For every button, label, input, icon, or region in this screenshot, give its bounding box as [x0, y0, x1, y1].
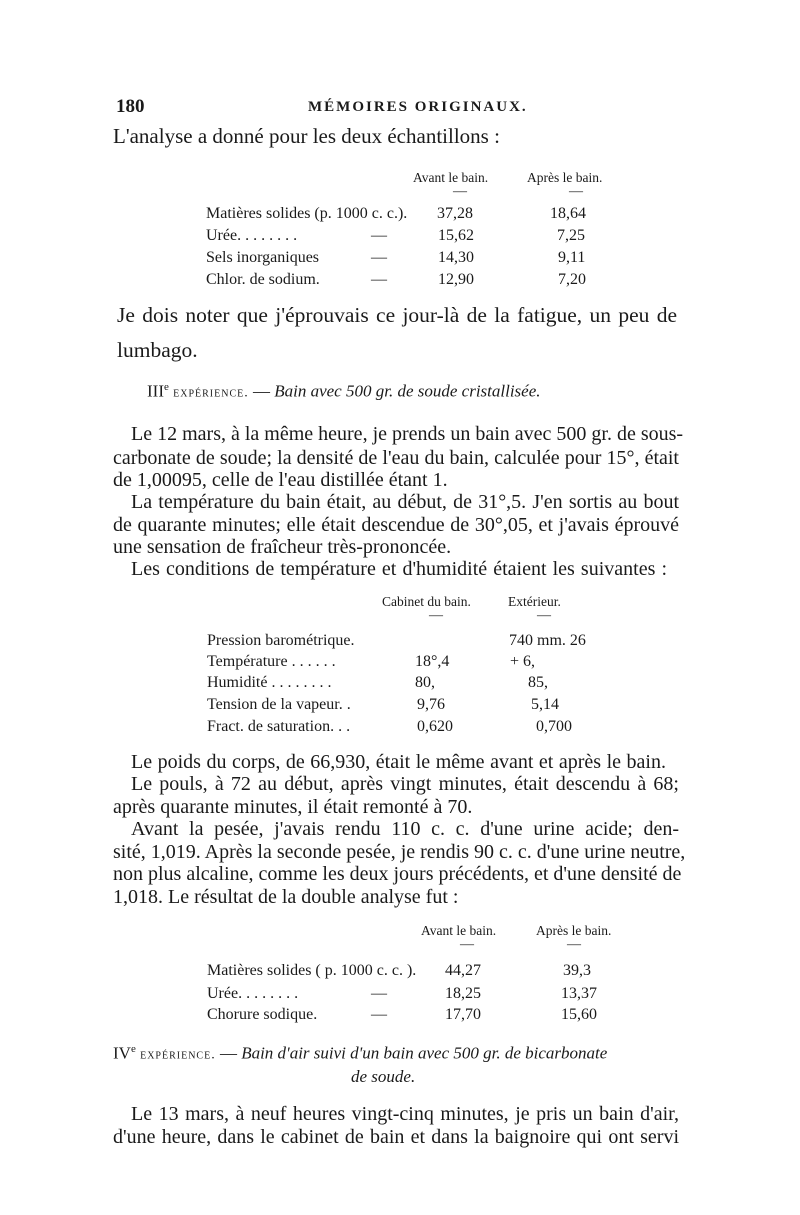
text-line: une sensation de fraîcheur très-prononcée.	[113, 536, 452, 558]
table-cell: 37,28	[437, 205, 473, 222]
table-row-label: Matières solides (p. 1000 c. c.).	[206, 205, 408, 222]
table-2-col-exterior: Extérieur.	[508, 594, 561, 609]
table-row-label: Matières solides ( p. 1000 c. c. ).	[207, 962, 417, 979]
table-cell: 18,64	[550, 205, 586, 222]
table-cell-dash: —	[371, 1006, 387, 1023]
table-cell: 7,25	[557, 227, 585, 244]
text-line: sité, 1,019. Après la seconde pesée, je rendis 90 c. c. d'une urine neutre,	[113, 841, 686, 863]
table-cell: 85,	[528, 674, 548, 691]
table-2-col-cabinet: Cabinet du bain.	[382, 594, 471, 609]
table-cell-dash: —	[371, 249, 387, 266]
table-2-dash: —	[537, 608, 551, 623]
table-cell: 18°,4	[415, 653, 450, 670]
table-cell: 9,76	[417, 696, 445, 713]
table-3-col-after: Après le bain.	[536, 923, 612, 938]
table-row-label: Urée. . . . . . . .	[207, 985, 299, 1002]
page-number: 180	[116, 96, 145, 117]
text-line: Avant la pesée, j'avais rendu 110 c. c. d'une urine acide; den-	[131, 818, 679, 840]
table-row-label: Chlor. de sodium.	[206, 271, 320, 288]
table-cell: + 6,	[510, 653, 536, 670]
table-row-label: Fract. de saturation. . .	[207, 718, 351, 735]
table-cell: 44,27	[445, 962, 481, 979]
table-cell: 5,14	[531, 696, 559, 713]
table-cell: 17,70	[445, 1006, 481, 1023]
table-cell-dash: —	[371, 227, 387, 244]
table-cell: 80,	[415, 674, 435, 691]
note-line: lumbago.	[117, 338, 198, 362]
experience-4-heading-cont: de soude.	[351, 1067, 416, 1086]
table-cell: 7,20	[558, 271, 586, 288]
table-cell-dash: —	[371, 985, 387, 1002]
table-row-label: Chorure sodique.	[207, 1006, 318, 1023]
table-3-col-before: Avant le bain.	[421, 923, 497, 938]
table-1-dash: —	[569, 184, 583, 199]
table-cell: 14,30	[438, 249, 474, 266]
table-cell: 15,62	[438, 227, 474, 244]
table-cell: 12,90	[438, 271, 474, 288]
table-cell: 13,37	[561, 985, 597, 1002]
text-line: d'une heure, dans le cabinet de bain et dans la baignoire qui ont servi	[113, 1126, 679, 1148]
table-3-dash: —	[460, 937, 474, 952]
table-cell: 18,25	[445, 985, 481, 1002]
table-cell-dash: —	[371, 271, 387, 288]
table-cell: 15,60	[561, 1006, 597, 1023]
table-row-label: Tension de la vapeur. .	[207, 696, 351, 713]
table-1-col-before: Avant le bain.	[413, 170, 489, 185]
text-line: Le pouls, à 72 au début, après vingt minutes, était descendu à 68;	[131, 773, 679, 795]
intro-line: L'analyse a donné pour les deux échantillons :	[113, 124, 500, 148]
table-row-label: Sels inorganiques	[206, 249, 320, 266]
table-1-dash: —	[453, 184, 467, 199]
table-3-dash: —	[567, 937, 581, 952]
text-line: de 1,00095, celle de l'eau distillée étant 1.	[113, 469, 448, 491]
table-cell: 0,620	[417, 718, 453, 735]
text-line: carbonate de soude; la densité de l'eau du bain, calculée pour 15°, était	[113, 447, 679, 469]
table-cell: 0,700	[536, 718, 572, 735]
text-line: non plus alcaline, comme les deux jours précédents, et d'une densité de	[113, 863, 682, 885]
text-line: après quarante minutes, il était remonté à 70.	[113, 796, 473, 818]
text-line: La température du bain était, au début, de 31°,5. J'en sortis au bout	[131, 491, 679, 513]
table-row-label: Température . . . . . .	[207, 653, 336, 670]
text-line: Le 12 mars, à la même heure, je prends un bain avec 500 gr. de sous-	[131, 423, 684, 445]
experience-3-heading: IIIe expérience. — Bain avec 500 gr. de soude cristallisée.	[147, 381, 541, 401]
table-cell: 39,3	[563, 962, 591, 979]
table-row-label: Humidité . . . . . . . .	[207, 674, 332, 691]
text-line: Les conditions de température et d'humidité étaient les suivantes :	[131, 558, 667, 580]
table-2-dash: —	[429, 608, 443, 623]
note-line: Je dois noter que j'éprouvais ce jour-là de la fatigue, un peu de	[117, 303, 677, 327]
table-1-col-after: Après le bain.	[527, 170, 603, 185]
text-line: Le 13 mars, à neuf heures vingt-cinq minutes, je pris un bain d'air,	[131, 1103, 679, 1125]
text-line: 1,018. Le résultat de la double analyse fut :	[113, 886, 459, 908]
text-line: de quarante minutes; elle était descendue de 30°,05, et j'avais éprouvé	[113, 514, 679, 536]
experience-4-heading: IVe expérience. — Bain d'air suivi d'un bain avec 500 gr. de bicarbonate	[113, 1043, 608, 1063]
table-row-label: Urée. . . . . . . .	[206, 227, 298, 244]
running-title: MÉMOIRES ORIGINAUX.	[308, 99, 528, 115]
table-cell: 740 mm. 26	[509, 632, 586, 649]
text-line: Le poids du corps, de 66,930, était le même avant et après le bain.	[131, 751, 666, 773]
table-row-label: Pression barométrique.	[207, 632, 355, 649]
table-cell: 9,11	[558, 249, 586, 266]
